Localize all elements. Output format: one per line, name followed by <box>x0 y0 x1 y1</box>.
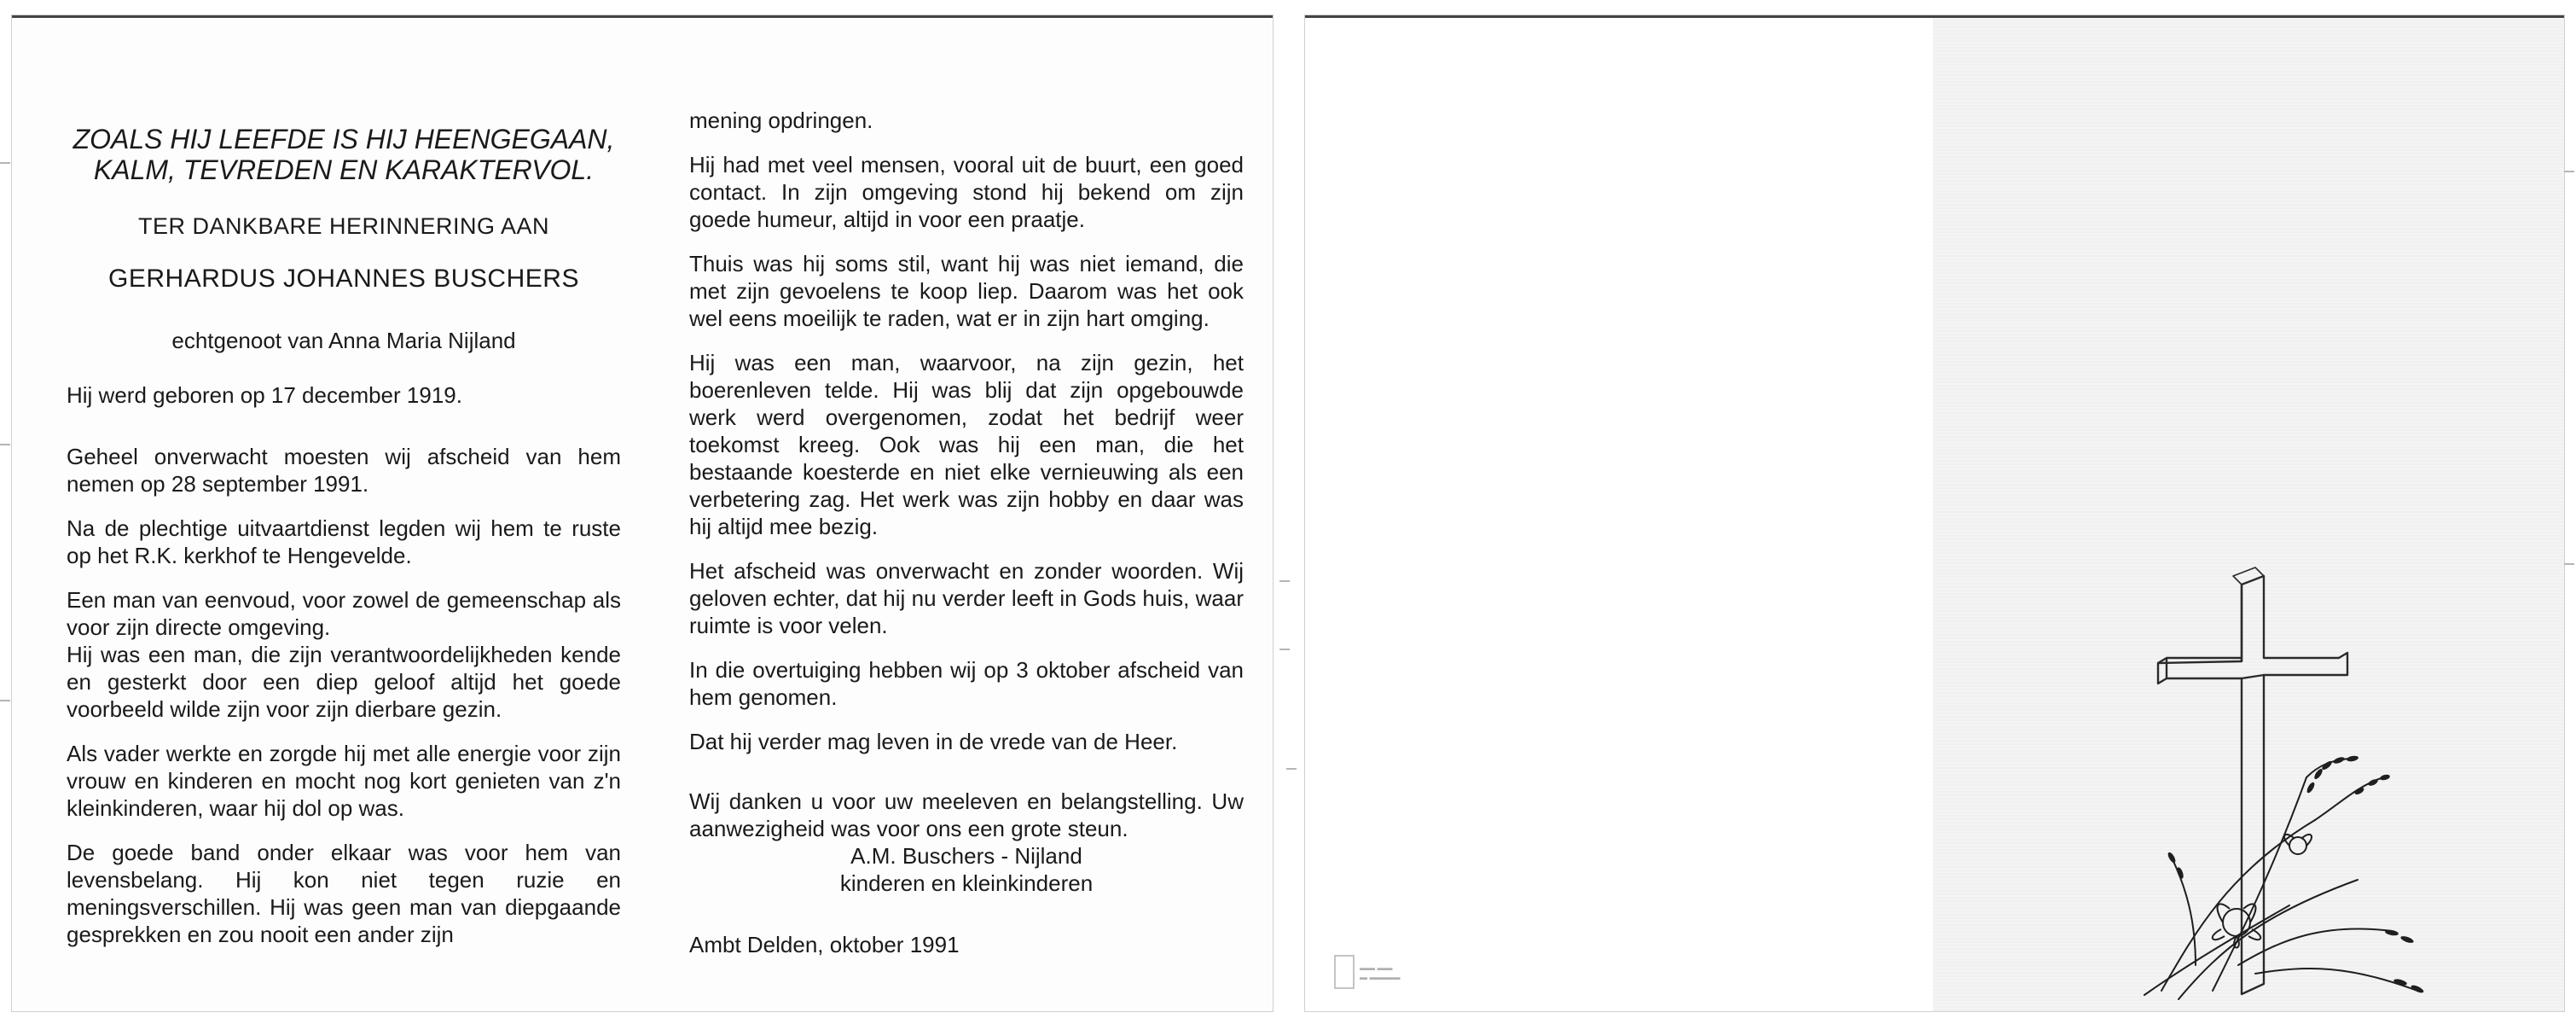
paragraph: mening opdringen. <box>689 108 873 133</box>
deceased-name: GERHARDUS JOHANNES BUSCHERS <box>108 265 579 293</box>
paragraph: In die overtuiging hebben wij op 3 oktober afscheid van hem genomen. <box>689 657 1244 710</box>
scan-mark <box>2564 563 2574 565</box>
inner-spread <box>12 15 1273 1011</box>
birth-paragraph: Hij werd geboren op 17 december 1919. <box>67 382 462 408</box>
right-column <box>689 107 1244 958</box>
scan-mark <box>0 162 10 164</box>
cross-with-flowers-icon <box>2136 564 2443 1008</box>
paragraph: Het afscheid was onverwacht en zonder woorden. Wij geloven echter, dat hij nu verder leeft in Gods huis, waar ruimte is voor velen. <box>689 558 1244 638</box>
paragraph: Als vader werkte en zorgde hij met alle energie voor zijn vrouw en kinderen en mocht nog kort genieten van z'n kleinkinderen, waar hij dol op was. <box>67 741 621 821</box>
paragraph: Geheel onverwacht moesten wij afscheid van hem nemen op 28 september 1991. <box>67 444 621 497</box>
scan-mark <box>0 444 10 445</box>
cover-spread <box>1305 15 2564 1011</box>
paragraph: De goede band onder elkaar was voor hem van levensbelang. Hij kon niet tegen ruzie en meningsverschillen. Hij was geen man van diepgaande gesprekken en zou nooit een ander zijn <box>67 840 621 947</box>
remembrance-heading: TER DANKBARE HERINNERING AAN <box>137 213 550 239</box>
printer-logo-icon <box>1334 955 1355 989</box>
spouse-line: echtgenoot van Anna Maria Nijland <box>171 328 516 353</box>
paragraph: Dat hij verder mag leven in de vrede van de Heer. <box>689 729 1178 754</box>
motto <box>67 124 621 185</box>
blank-back-page <box>1305 18 1933 1011</box>
scan-mark <box>2564 171 2574 172</box>
signature-block <box>689 842 1244 897</box>
paragraph: Hij had met veel mensen, vooral uit de buurt, een goed contact. In zijn omgeving stond hij bekend om zijn goede humeur, altijd in voor een praatje. <box>689 152 1244 232</box>
motto-line: ZOALS HIJ LEEFDE IS HIJ HEENGEGAAN, <box>73 124 615 154</box>
thanks-paragraph: Wij danken u voor uw meeleven en belangstelling. Uw aanwezigheid was voor ons een grote steun. <box>689 788 1244 841</box>
paragraph: Hij was een man, waarvoor, na zijn gezin, het boerenleven telde. Hij was blij dat zijn opgebouwde werk werd overgenomen, zodat het bedrijf weer toekomst kreeg. Ook was hij een man, die het bestaande koesterde en niet elke vernieuwing als een verbetering zag. Het werk was zijn hobby en daar was hij altijd mee bezig. <box>689 350 1244 539</box>
scan-mark <box>1286 768 1297 770</box>
paragraph: Thuis was hij soms stil, want hij was niet iemand, die met zijn gevoelens te koop liep. Daarom was het ook wel eens moeilijk te raden, wat er in zijn hart omging. <box>689 251 1244 331</box>
place-date: Ambt Delden, oktober 1991 <box>689 932 960 957</box>
scan-mark <box>1279 649 1290 650</box>
paragraph: Een man van eenvoud, voor zowel de gemeenschap als voor zijn directe omgeving. <box>67 587 621 640</box>
paragraph: Hij was een man, die zijn verantwoordelijkheden kende en gesterkt door een diep geloof altijd het goede voorbeeld wilde zijn voor zijn dierbare gezin. <box>67 642 621 722</box>
motto-line: KALM, TEVREDEN EN KARAKTERVOL. <box>93 154 595 185</box>
paragraph: Na de plechtige uitvaartdienst legden wij hem te ruste op het R.K. kerkhof te Hengevelde. <box>67 515 621 568</box>
printer-mark <box>1334 955 1445 992</box>
signature-line: kinderen en kleinkinderen <box>839 870 1094 896</box>
printer-mark-print: ▬▬ ▬▬ ▬ ▬▬▬▬ <box>1360 963 1401 981</box>
scan-mark <box>1279 580 1290 582</box>
scan-mark <box>0 700 10 701</box>
left-column <box>67 103 621 965</box>
signature-line: A.M. Buschers - Nijland <box>850 843 1082 869</box>
